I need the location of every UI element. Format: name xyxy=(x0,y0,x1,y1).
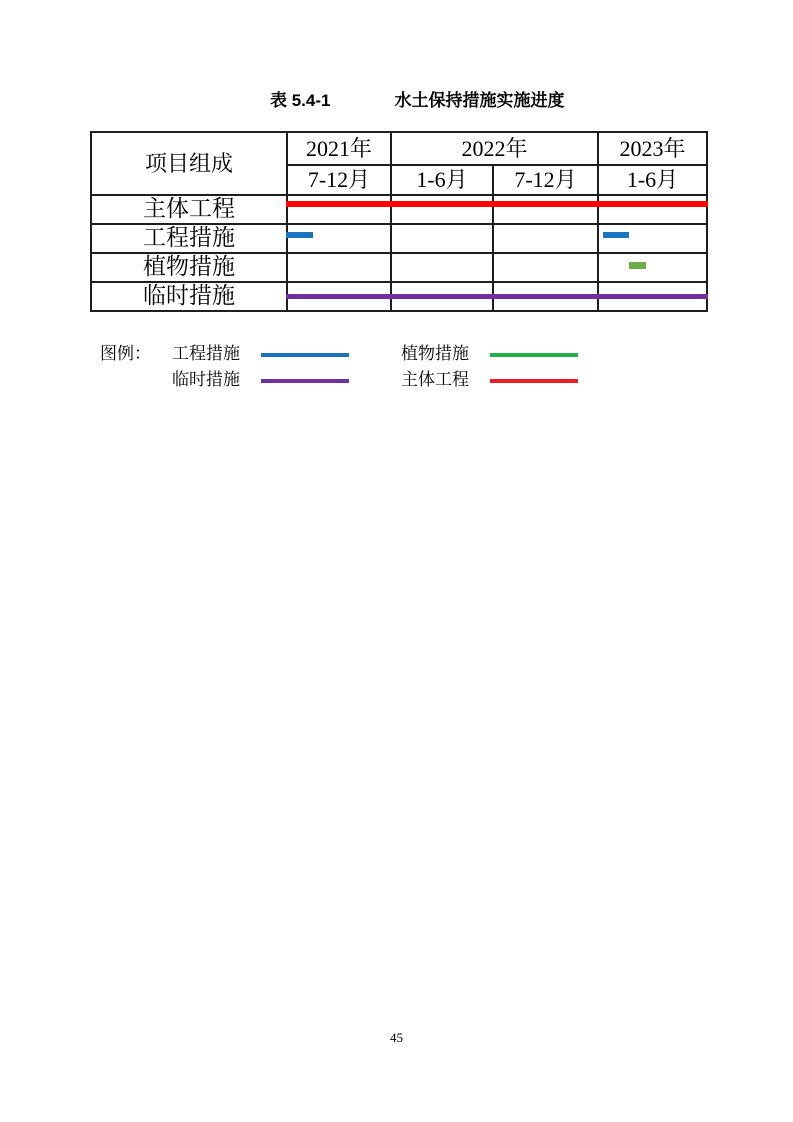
table-number: 表 5.4-1 xyxy=(270,91,331,110)
table-caption xyxy=(270,91,564,111)
period-header-2023h1: 1-6月 xyxy=(598,165,707,195)
period-header-2022h1: 1-6月 xyxy=(391,165,493,195)
year-header-2022: 2022年 xyxy=(391,132,598,165)
timeline-cell xyxy=(598,224,707,253)
timeline-cell xyxy=(598,282,707,311)
year-header-row xyxy=(91,132,707,165)
legend-grid xyxy=(172,343,578,390)
legend-item-label: 植物措施 xyxy=(401,344,469,363)
legend-item-label: 临时措施 xyxy=(172,370,240,389)
timeline-cell xyxy=(287,195,391,224)
legend-item-main xyxy=(401,369,578,390)
table-row-main-project xyxy=(91,195,707,224)
row-label: 主体工程 xyxy=(91,195,287,224)
timeline-cell xyxy=(493,282,598,311)
timeline-cell xyxy=(493,195,598,224)
corner-header: 项目组成 xyxy=(91,132,287,195)
table-row-engineering-measures xyxy=(91,224,707,253)
timeline-cell xyxy=(598,253,707,282)
legend-item-label: 工程措施 xyxy=(172,344,240,363)
timeline-cell xyxy=(287,282,391,311)
period-header-2022h2: 7-12月 xyxy=(493,165,598,195)
year-header-2023: 2023年 xyxy=(598,132,707,165)
legend-line-blue xyxy=(261,353,349,357)
timeline-cell xyxy=(493,224,598,253)
legend-line-purple xyxy=(261,379,349,383)
timeline-cell xyxy=(391,195,493,224)
schedule-table-wrap xyxy=(90,131,706,312)
row-label: 植物措施 xyxy=(91,253,287,282)
legend-line-green xyxy=(490,353,578,357)
row-label: 临时措施 xyxy=(91,282,287,311)
timeline-cell xyxy=(391,253,493,282)
legend-item-temporary xyxy=(172,369,349,390)
schedule-table xyxy=(90,131,708,312)
legend-item-engineering xyxy=(172,343,349,364)
period-header-2021h2: 7-12月 xyxy=(287,165,391,195)
timeline-cell xyxy=(598,195,707,224)
table-title: 水土保持措施实施进度 xyxy=(394,91,565,110)
timeline-cell xyxy=(287,253,391,282)
legend xyxy=(100,343,578,390)
legend-item-plant xyxy=(401,343,578,364)
table-row-temporary-measures xyxy=(91,282,707,311)
timeline-cell xyxy=(493,253,598,282)
table-row-plant-measures xyxy=(91,253,707,282)
timeline-cell xyxy=(391,282,493,311)
page-number: 45 xyxy=(390,1030,403,1045)
legend-line-red xyxy=(490,379,578,383)
row-label: 工程措施 xyxy=(91,224,287,253)
legend-label: 图例： xyxy=(100,344,151,363)
legend-item-label: 主体工程 xyxy=(401,370,469,389)
timeline-cell xyxy=(287,224,391,253)
year-header-2021: 2021年 xyxy=(287,132,391,165)
timeline-cell xyxy=(391,224,493,253)
